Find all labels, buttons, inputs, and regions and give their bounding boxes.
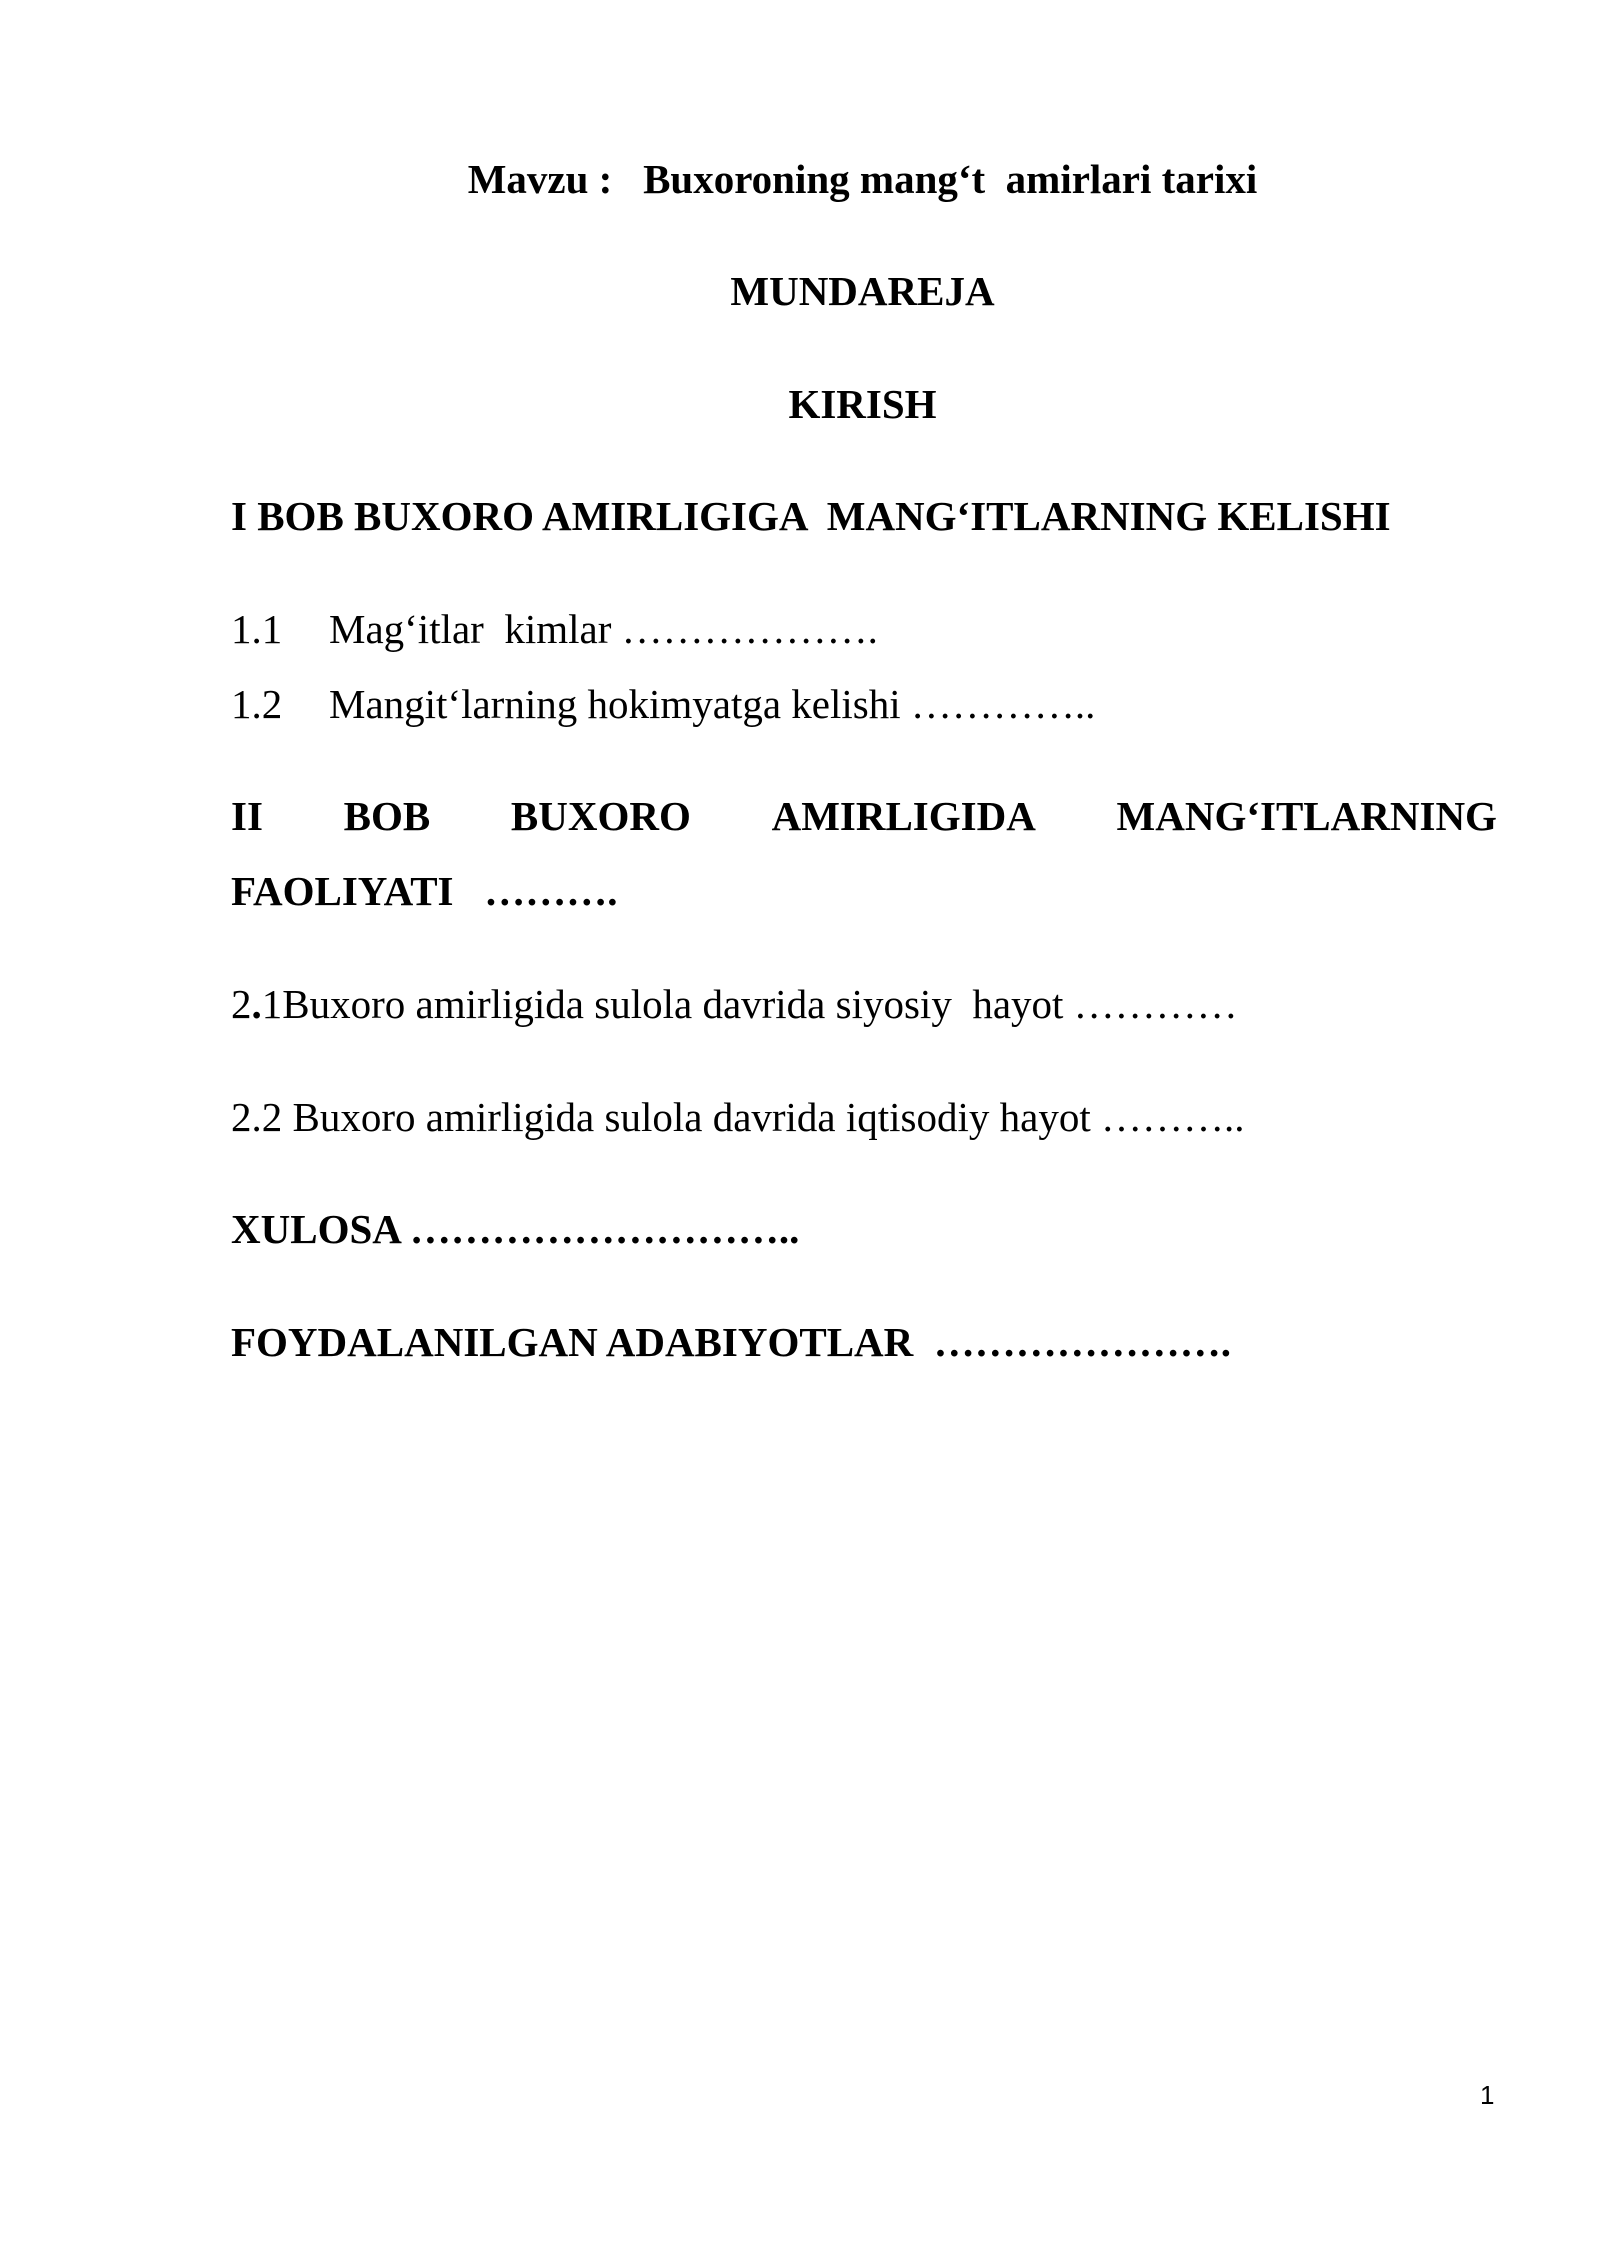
page-number: 1 [1480, 2080, 1495, 2110]
toc-chapter-2-heading-line2: FAOLIYATI ………. [231, 868, 618, 914]
toc-item-text: Mag‘itlar kimlar ………………. [329, 606, 878, 652]
heading-word: MANG‘ITLARNING [1116, 793, 1497, 839]
toc-item-2-1 [231, 980, 1238, 1028]
toc-item-number: 2 [231, 981, 252, 1027]
heading-word: II [231, 793, 263, 839]
heading-word: BOB [343, 793, 431, 839]
toc-item-text: Mangit‘larning hokimyatga kelishi ………….. [329, 681, 1096, 727]
heading-word: AMIRLIGIDA [771, 793, 1036, 839]
toc-item-1-1 [231, 605, 878, 653]
toc-references: FOYDALANILGAN ADABIYOTLAR …………………. [231, 1319, 1232, 1365]
toc-chapter-1-heading: I BOB BUXORO AMIRLIGIGA MANG‘ITLARNING KELISHI [231, 493, 1391, 539]
toc-item-dot: . [251, 981, 262, 1027]
document-title [0, 155, 1600, 203]
toc-item-2-2: 2.2 Buxoro amirligida sulola davrida iqtisodiy hayot ……….. [231, 1094, 1245, 1140]
toc-introduction: KIRISH [788, 381, 937, 427]
toc-conclusion: XULOSA ……………………….. [231, 1206, 800, 1252]
title-text: Buxoroning mang‘t amirlari tarixi [643, 156, 1258, 202]
contents-heading: MUNDAREJA [730, 268, 995, 314]
toc-item-number: 1.1 [231, 606, 283, 652]
toc-item-text: 1Buxoro amirligida sulola davrida siyosiy hayot ………… [261, 981, 1238, 1027]
heading-word: BUXORO [510, 793, 691, 839]
toc-chapter-2-heading-line1 [231, 792, 1497, 840]
toc-item-1-2 [231, 680, 1095, 728]
toc-item-number: 1.2 [231, 681, 283, 727]
title-label: Mavzu : [467, 156, 613, 202]
